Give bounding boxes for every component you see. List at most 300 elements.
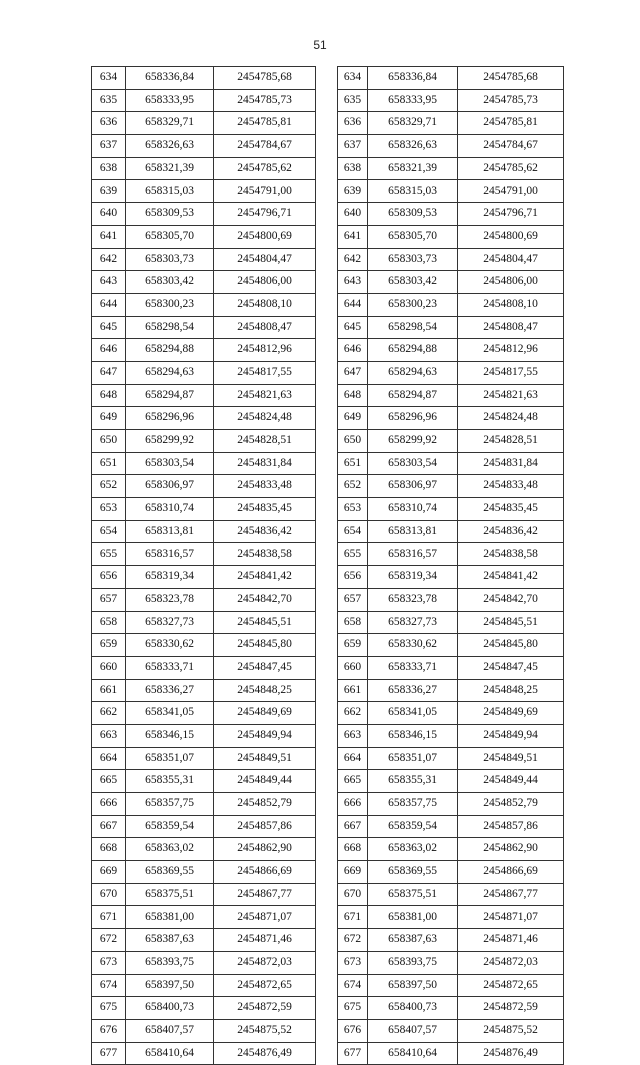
point-number-right: 670 — [338, 883, 368, 906]
x-coordinate-left: 658326,63 — [126, 135, 214, 158]
y-coordinate-left: 2454791,00 — [214, 180, 316, 203]
point-number-left: 661 — [92, 679, 126, 702]
y-coordinate-right: 2454871,46 — [458, 929, 564, 952]
table-row — [92, 475, 564, 498]
column-gap — [316, 588, 338, 611]
point-number-right: 639 — [338, 180, 368, 203]
table-row — [92, 1042, 564, 1065]
x-coordinate-left: 658294,88 — [126, 339, 214, 362]
point-number-left: 634 — [92, 67, 126, 90]
y-coordinate-left: 2454867,77 — [214, 883, 316, 906]
y-coordinate-right: 2454784,67 — [458, 135, 564, 158]
y-coordinate-left: 2454847,45 — [214, 656, 316, 679]
y-coordinate-left: 2454833,48 — [214, 475, 316, 498]
y-coordinate-left: 2454871,46 — [214, 929, 316, 952]
point-number-left: 672 — [92, 929, 126, 952]
point-number-left: 642 — [92, 248, 126, 271]
point-number-right: 659 — [338, 634, 368, 657]
table-row — [92, 656, 564, 679]
y-coordinate-left: 2454800,69 — [214, 225, 316, 248]
table-row — [92, 883, 564, 906]
table-row — [92, 951, 564, 974]
point-number-left: 636 — [92, 112, 126, 135]
x-coordinate-left: 658355,31 — [126, 770, 214, 793]
table-row — [92, 679, 564, 702]
column-gap — [316, 112, 338, 135]
point-number-left: 638 — [92, 157, 126, 180]
point-number-right: 664 — [338, 747, 368, 770]
x-coordinate-right: 658313,81 — [368, 520, 458, 543]
point-number-right: 661 — [338, 679, 368, 702]
point-number-left: 654 — [92, 520, 126, 543]
point-number-left: 644 — [92, 293, 126, 316]
column-gap — [316, 702, 338, 725]
y-coordinate-right: 2454812,96 — [458, 339, 564, 362]
point-number-left: 635 — [92, 89, 126, 112]
y-coordinate-right: 2454808,47 — [458, 316, 564, 339]
table-row — [92, 543, 564, 566]
x-coordinate-left: 658369,55 — [126, 861, 214, 884]
x-coordinate-left: 658315,03 — [126, 180, 214, 203]
x-coordinate-left: 658327,73 — [126, 611, 214, 634]
table-row — [92, 747, 564, 770]
column-gap — [316, 293, 338, 316]
column-gap — [316, 974, 338, 997]
column-gap — [316, 906, 338, 929]
point-number-right: 662 — [338, 702, 368, 725]
x-coordinate-right: 658294,63 — [368, 361, 458, 384]
table-row — [92, 997, 564, 1020]
table-row — [92, 611, 564, 634]
x-coordinate-right: 658303,73 — [368, 248, 458, 271]
y-coordinate-right: 2454852,79 — [458, 793, 564, 816]
y-coordinate-left: 2454876,49 — [214, 1042, 316, 1065]
x-coordinate-left: 658393,75 — [126, 951, 214, 974]
y-coordinate-right: 2454828,51 — [458, 430, 564, 453]
point-number-left: 643 — [92, 271, 126, 294]
y-coordinate-right: 2454849,94 — [458, 724, 564, 747]
y-coordinate-right: 2454785,68 — [458, 67, 564, 90]
point-number-right: 675 — [338, 997, 368, 1020]
x-coordinate-left: 658296,96 — [126, 407, 214, 430]
y-coordinate-left: 2454872,03 — [214, 951, 316, 974]
column-gap — [316, 770, 338, 793]
point-number-left: 649 — [92, 407, 126, 430]
point-number-left: 641 — [92, 225, 126, 248]
x-coordinate-right: 658336,84 — [368, 67, 458, 90]
y-coordinate-left: 2454812,96 — [214, 339, 316, 362]
table-row — [92, 384, 564, 407]
column-gap — [316, 997, 338, 1020]
table-row — [92, 793, 564, 816]
x-coordinate-right: 658309,53 — [368, 203, 458, 226]
table-row — [92, 157, 564, 180]
y-coordinate-right: 2454866,69 — [458, 861, 564, 884]
column-gap — [316, 1042, 338, 1065]
x-coordinate-left: 658316,57 — [126, 543, 214, 566]
y-coordinate-left: 2454835,45 — [214, 498, 316, 521]
y-coordinate-right: 2454808,10 — [458, 293, 564, 316]
y-coordinate-right: 2454876,49 — [458, 1042, 564, 1065]
column-gap — [316, 679, 338, 702]
x-coordinate-left: 658303,54 — [126, 452, 214, 475]
table-row — [92, 452, 564, 475]
point-number-right: 674 — [338, 974, 368, 997]
x-coordinate-right: 658300,23 — [368, 293, 458, 316]
x-coordinate-right: 658407,57 — [368, 1019, 458, 1042]
x-coordinate-left: 658336,84 — [126, 67, 214, 90]
y-coordinate-left: 2454836,42 — [214, 520, 316, 543]
x-coordinate-right: 658299,92 — [368, 430, 458, 453]
x-coordinate-right: 658294,88 — [368, 339, 458, 362]
y-coordinate-left: 2454785,62 — [214, 157, 316, 180]
point-number-left: 674 — [92, 974, 126, 997]
point-number-right: 637 — [338, 135, 368, 158]
x-coordinate-left: 658357,75 — [126, 793, 214, 816]
x-coordinate-left: 658323,78 — [126, 588, 214, 611]
y-coordinate-left: 2454845,80 — [214, 634, 316, 657]
y-coordinate-right: 2454835,45 — [458, 498, 564, 521]
column-gap — [316, 883, 338, 906]
y-coordinate-right: 2454845,51 — [458, 611, 564, 634]
x-coordinate-left: 658346,15 — [126, 724, 214, 747]
column-gap — [316, 520, 338, 543]
point-number-right: 672 — [338, 929, 368, 952]
column-gap — [316, 339, 338, 362]
table-row — [92, 1019, 564, 1042]
x-coordinate-right: 658351,07 — [368, 747, 458, 770]
point-number-left: 645 — [92, 316, 126, 339]
y-coordinate-left: 2454842,70 — [214, 588, 316, 611]
table-row — [92, 838, 564, 861]
x-coordinate-right: 658400,73 — [368, 997, 458, 1020]
table-row — [92, 361, 564, 384]
table-row — [92, 770, 564, 793]
x-coordinate-left: 658300,23 — [126, 293, 214, 316]
x-coordinate-left: 658329,71 — [126, 112, 214, 135]
point-number-left: 640 — [92, 203, 126, 226]
y-coordinate-left: 2454849,51 — [214, 747, 316, 770]
y-coordinate-right: 2454857,86 — [458, 815, 564, 838]
y-coordinate-right: 2454872,59 — [458, 997, 564, 1020]
point-number-right: 635 — [338, 89, 368, 112]
column-gap — [316, 929, 338, 952]
point-number-right: 668 — [338, 838, 368, 861]
point-number-left: 652 — [92, 475, 126, 498]
y-coordinate-left: 2454862,90 — [214, 838, 316, 861]
y-coordinate-left: 2454784,67 — [214, 135, 316, 158]
column-gap — [316, 543, 338, 566]
column-gap — [316, 67, 338, 90]
x-coordinate-left: 658294,87 — [126, 384, 214, 407]
column-gap — [316, 1019, 338, 1042]
table-row — [92, 67, 564, 90]
point-number-left: 637 — [92, 135, 126, 158]
x-coordinate-right: 658336,27 — [368, 679, 458, 702]
y-coordinate-right: 2454785,81 — [458, 112, 564, 135]
x-coordinate-right: 658375,51 — [368, 883, 458, 906]
x-coordinate-left: 658375,51 — [126, 883, 214, 906]
point-number-right: 642 — [338, 248, 368, 271]
coordinates-table-body — [92, 67, 564, 1065]
point-number-right: 650 — [338, 430, 368, 453]
y-coordinate-left: 2454872,65 — [214, 974, 316, 997]
x-coordinate-right: 658303,54 — [368, 452, 458, 475]
x-coordinate-left: 658387,63 — [126, 929, 214, 952]
x-coordinate-left: 658381,00 — [126, 906, 214, 929]
point-number-left: 657 — [92, 588, 126, 611]
y-coordinate-left: 2454875,52 — [214, 1019, 316, 1042]
point-number-right: 647 — [338, 361, 368, 384]
x-coordinate-right: 658305,70 — [368, 225, 458, 248]
y-coordinate-right: 2454842,70 — [458, 588, 564, 611]
x-coordinate-right: 658333,95 — [368, 89, 458, 112]
column-gap — [316, 225, 338, 248]
y-coordinate-left: 2454845,51 — [214, 611, 316, 634]
x-coordinate-left: 658310,74 — [126, 498, 214, 521]
point-number-right: 676 — [338, 1019, 368, 1042]
y-coordinate-right: 2454785,62 — [458, 157, 564, 180]
point-number-left: 665 — [92, 770, 126, 793]
y-coordinate-left: 2454824,48 — [214, 407, 316, 430]
x-coordinate-right: 658333,71 — [368, 656, 458, 679]
x-coordinate-left: 658341,05 — [126, 702, 214, 725]
x-coordinate-left: 658298,54 — [126, 316, 214, 339]
column-gap — [316, 430, 338, 453]
column-gap — [316, 566, 338, 589]
y-coordinate-left: 2454831,84 — [214, 452, 316, 475]
x-coordinate-right: 658355,31 — [368, 770, 458, 793]
x-coordinate-left: 658309,53 — [126, 203, 214, 226]
point-number-left: 658 — [92, 611, 126, 634]
point-number-right: 636 — [338, 112, 368, 135]
table-row — [92, 634, 564, 657]
y-coordinate-right: 2454849,44 — [458, 770, 564, 793]
column-gap — [316, 384, 338, 407]
x-coordinate-left: 658305,70 — [126, 225, 214, 248]
y-coordinate-left: 2454849,44 — [214, 770, 316, 793]
point-number-right: 673 — [338, 951, 368, 974]
point-number-left: 648 — [92, 384, 126, 407]
table-row — [92, 293, 564, 316]
point-number-right: 667 — [338, 815, 368, 838]
table-row — [92, 203, 564, 226]
table-row — [92, 724, 564, 747]
point-number-left: 670 — [92, 883, 126, 906]
y-coordinate-right: 2454847,45 — [458, 656, 564, 679]
x-coordinate-left: 658330,62 — [126, 634, 214, 657]
point-number-right: 663 — [338, 724, 368, 747]
y-coordinate-right: 2454796,71 — [458, 203, 564, 226]
point-number-left: 647 — [92, 361, 126, 384]
table-row — [92, 316, 564, 339]
point-number-left: 675 — [92, 997, 126, 1020]
point-number-right: 648 — [338, 384, 368, 407]
y-coordinate-left: 2454806,00 — [214, 271, 316, 294]
y-coordinate-right: 2454871,07 — [458, 906, 564, 929]
point-number-right: 653 — [338, 498, 368, 521]
y-coordinate-left: 2454817,55 — [214, 361, 316, 384]
y-coordinate-right: 2454845,80 — [458, 634, 564, 657]
y-coordinate-right: 2454800,69 — [458, 225, 564, 248]
y-coordinate-left: 2454849,94 — [214, 724, 316, 747]
x-coordinate-right: 658326,63 — [368, 135, 458, 158]
column-gap — [316, 248, 338, 271]
table-row — [92, 906, 564, 929]
x-coordinate-right: 658410,64 — [368, 1042, 458, 1065]
point-number-left: 676 — [92, 1019, 126, 1042]
y-coordinate-right: 2454838,58 — [458, 543, 564, 566]
y-coordinate-right: 2454831,84 — [458, 452, 564, 475]
point-number-left: 671 — [92, 906, 126, 929]
y-coordinate-left: 2454821,63 — [214, 384, 316, 407]
y-coordinate-left: 2454871,07 — [214, 906, 316, 929]
point-number-left: 646 — [92, 339, 126, 362]
y-coordinate-right: 2454785,73 — [458, 89, 564, 112]
point-number-left: 667 — [92, 815, 126, 838]
point-number-left: 655 — [92, 543, 126, 566]
table-row — [92, 407, 564, 430]
x-coordinate-right: 658327,73 — [368, 611, 458, 634]
x-coordinate-right: 658357,75 — [368, 793, 458, 816]
x-coordinate-right: 658397,50 — [368, 974, 458, 997]
table-row — [92, 248, 564, 271]
point-number-right: 677 — [338, 1042, 368, 1065]
y-coordinate-left: 2454852,79 — [214, 793, 316, 816]
table-row — [92, 225, 564, 248]
table-row — [92, 430, 564, 453]
column-gap — [316, 407, 338, 430]
point-number-right: 634 — [338, 67, 368, 90]
point-number-right: 660 — [338, 656, 368, 679]
table-row — [92, 520, 564, 543]
column-gap — [316, 656, 338, 679]
point-number-left: 662 — [92, 702, 126, 725]
x-coordinate-right: 658329,71 — [368, 112, 458, 135]
point-number-right: 638 — [338, 157, 368, 180]
y-coordinate-left: 2454808,10 — [214, 293, 316, 316]
point-number-left: 664 — [92, 747, 126, 770]
x-coordinate-right: 658319,34 — [368, 566, 458, 589]
point-number-right: 666 — [338, 793, 368, 816]
column-gap — [316, 724, 338, 747]
y-coordinate-right: 2454872,65 — [458, 974, 564, 997]
y-coordinate-left: 2454808,47 — [214, 316, 316, 339]
point-number-right: 657 — [338, 588, 368, 611]
point-number-left: 650 — [92, 430, 126, 453]
x-coordinate-left: 658321,39 — [126, 157, 214, 180]
table-row — [92, 929, 564, 952]
point-number-right: 654 — [338, 520, 368, 543]
x-coordinate-right: 658369,55 — [368, 861, 458, 884]
y-coordinate-left: 2454785,68 — [214, 67, 316, 90]
x-coordinate-right: 658363,02 — [368, 838, 458, 861]
point-number-right: 641 — [338, 225, 368, 248]
y-coordinate-right: 2454872,03 — [458, 951, 564, 974]
x-coordinate-left: 658294,63 — [126, 361, 214, 384]
y-coordinate-left: 2454841,42 — [214, 566, 316, 589]
point-number-left: 663 — [92, 724, 126, 747]
table-row — [92, 339, 564, 362]
point-number-left: 673 — [92, 951, 126, 974]
y-coordinate-right: 2454849,69 — [458, 702, 564, 725]
y-coordinate-right: 2454875,52 — [458, 1019, 564, 1042]
column-gap — [316, 452, 338, 475]
column-gap — [316, 361, 338, 384]
x-coordinate-left: 658333,95 — [126, 89, 214, 112]
point-number-left: 669 — [92, 861, 126, 884]
column-gap — [316, 815, 338, 838]
y-coordinate-right: 2454849,51 — [458, 747, 564, 770]
y-coordinate-right: 2454862,90 — [458, 838, 564, 861]
y-coordinate-right: 2454836,42 — [458, 520, 564, 543]
x-coordinate-left: 658299,92 — [126, 430, 214, 453]
column-gap — [316, 316, 338, 339]
x-coordinate-right: 658381,00 — [368, 906, 458, 929]
table-row — [92, 815, 564, 838]
x-coordinate-left: 658407,57 — [126, 1019, 214, 1042]
point-number-right: 645 — [338, 316, 368, 339]
point-number-left: 660 — [92, 656, 126, 679]
point-number-right: 655 — [338, 543, 368, 566]
point-number-left: 666 — [92, 793, 126, 816]
y-coordinate-right: 2454848,25 — [458, 679, 564, 702]
x-coordinate-right: 658346,15 — [368, 724, 458, 747]
y-coordinate-right: 2454791,00 — [458, 180, 564, 203]
point-number-right: 651 — [338, 452, 368, 475]
y-coordinate-left: 2454857,86 — [214, 815, 316, 838]
point-number-right: 640 — [338, 203, 368, 226]
x-coordinate-right: 658359,54 — [368, 815, 458, 838]
point-number-right: 649 — [338, 407, 368, 430]
x-coordinate-left: 658303,73 — [126, 248, 214, 271]
x-coordinate-right: 658393,75 — [368, 951, 458, 974]
column-gap — [316, 838, 338, 861]
y-coordinate-left: 2454804,47 — [214, 248, 316, 271]
y-coordinate-left: 2454848,25 — [214, 679, 316, 702]
column-gap — [316, 498, 338, 521]
coordinates-table — [91, 66, 564, 1065]
point-number-right: 652 — [338, 475, 368, 498]
y-coordinate-left: 2454796,71 — [214, 203, 316, 226]
x-coordinate-left: 658351,07 — [126, 747, 214, 770]
point-number-right: 671 — [338, 906, 368, 929]
column-gap — [316, 135, 338, 158]
x-coordinate-left: 658336,27 — [126, 679, 214, 702]
column-gap — [316, 89, 338, 112]
y-coordinate-right: 2454833,48 — [458, 475, 564, 498]
column-gap — [316, 203, 338, 226]
column-gap — [316, 951, 338, 974]
x-coordinate-right: 658298,54 — [368, 316, 458, 339]
y-coordinate-left: 2454866,69 — [214, 861, 316, 884]
column-gap — [316, 157, 338, 180]
column-gap — [316, 475, 338, 498]
point-number-left: 668 — [92, 838, 126, 861]
point-number-left: 677 — [92, 1042, 126, 1065]
point-number-right: 669 — [338, 861, 368, 884]
point-number-left: 653 — [92, 498, 126, 521]
y-coordinate-left: 2454785,73 — [214, 89, 316, 112]
column-gap — [316, 861, 338, 884]
point-number-right: 644 — [338, 293, 368, 316]
y-coordinate-right: 2454841,42 — [458, 566, 564, 589]
y-coordinate-left: 2454785,81 — [214, 112, 316, 135]
y-coordinate-right: 2454821,63 — [458, 384, 564, 407]
x-coordinate-right: 658294,87 — [368, 384, 458, 407]
x-coordinate-left: 658363,02 — [126, 838, 214, 861]
column-gap — [316, 793, 338, 816]
